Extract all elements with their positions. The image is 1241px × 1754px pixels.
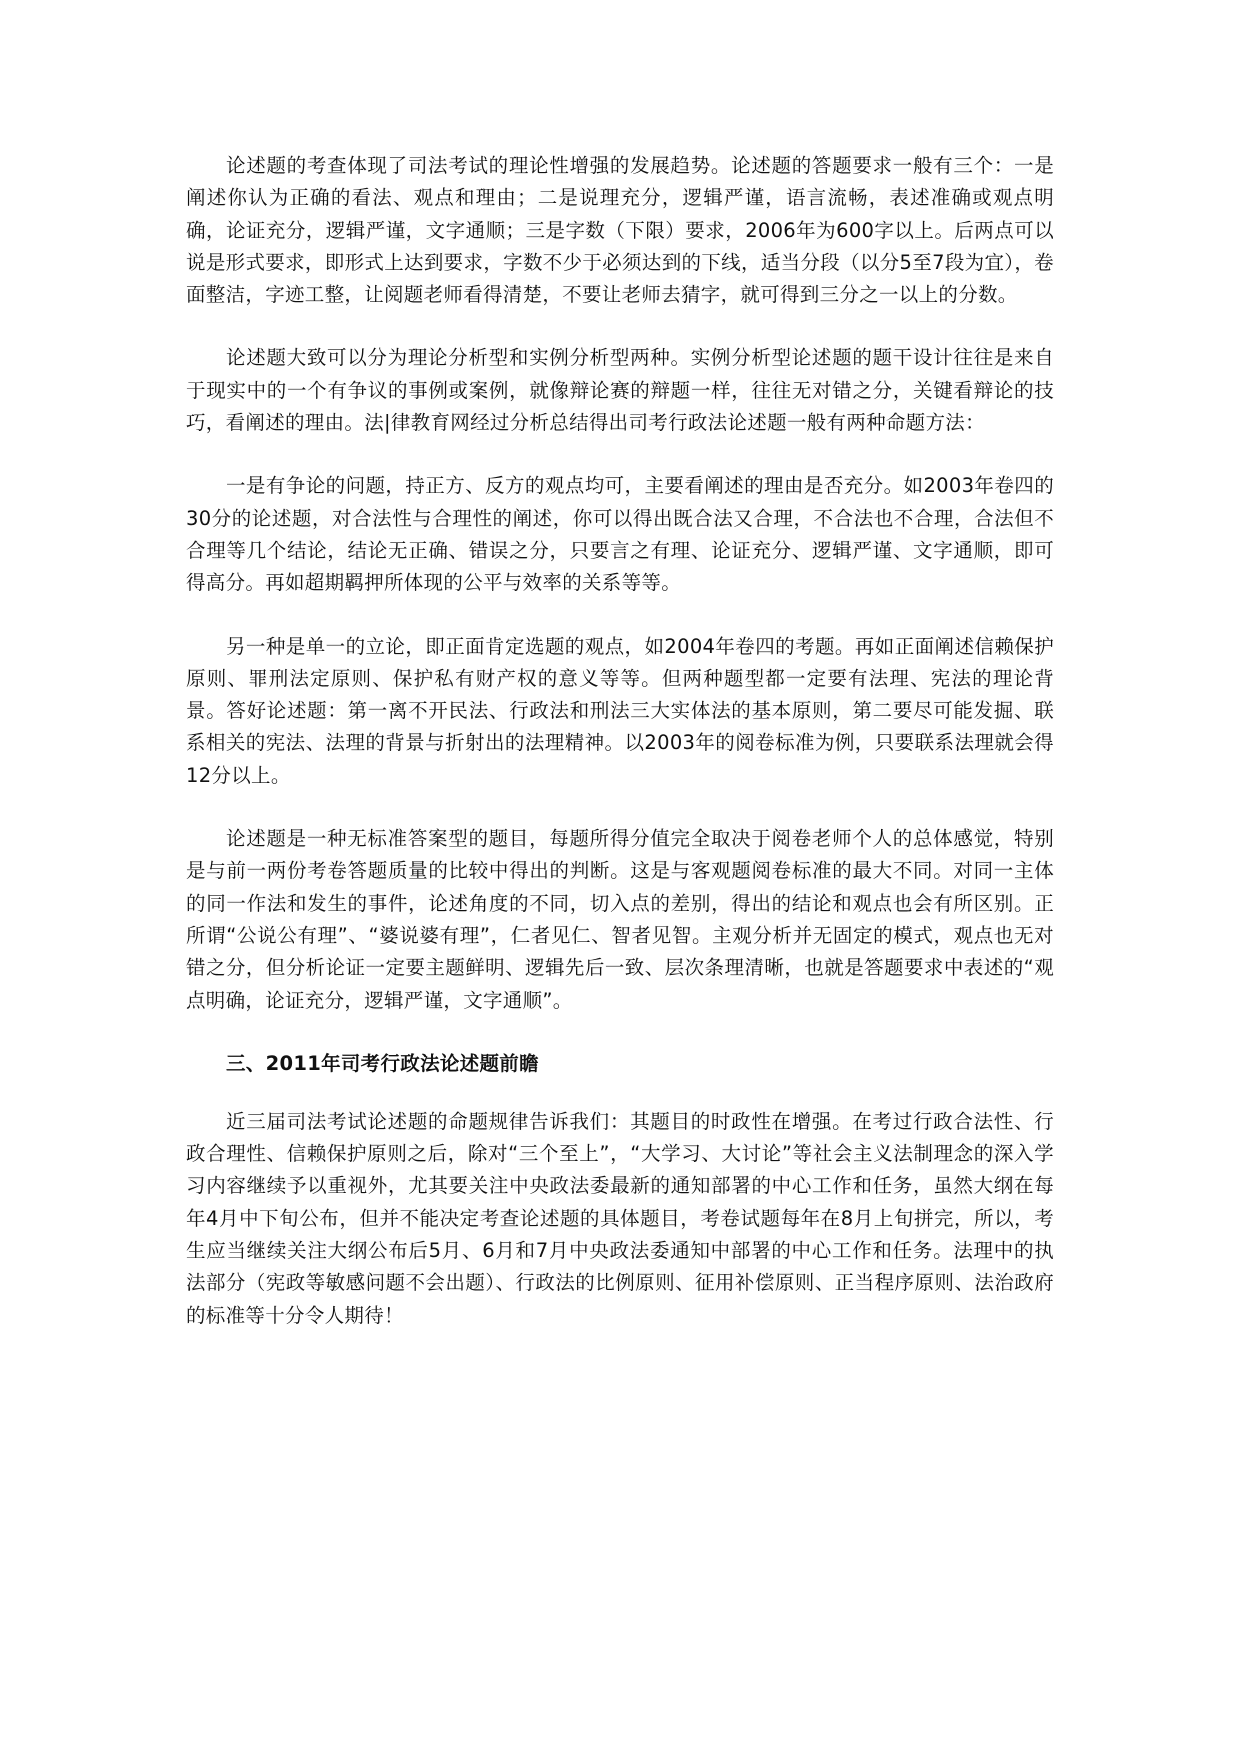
- paragraph-outlook: 近三届司法考试论述题的命题规律告诉我们：其题目的时政性在增强。在考过行政合法性、行政合理性、信赖保护原则之后，除对“三个至上”，“大学习、大讨论”等社会主义法制理念的深入学习内容继续予以重视外，尤其要关注中央政法委最新的通知部署的中心工作和任务，虽然大纲在每年4月中下旬公布，但并不能决定考查论述题的具体题目，考卷试题每年在8月上旬拼完，所以，考生应当继续关注大纲公布后5月、6月和7月中央政法委通知中部署的中心工作和任务。法理中的执法部分（宪政等敏感问题不会出题）、行政法的比例原则、征用补偿原则、正当程序原则、法治政府的标准等十分令人期待！: [186, 1109, 1054, 1327]
- paragraph-method-one: 一是有争论的问题，持正方、反方的观点均可，主要看阐述的理由是否充分。如2003年卷四的30分的论述题，对合法性与合理性的阐述，你可以得出既合法又合理，不合法也不合理，合法但不合理等几个结论，结论无正确、错误之分，只要言之有理、论证充分、逻辑严谨、文字通顺，即可得高分。再如超期羁押所体现的公平与效率的关系等等。: [186, 474, 1054, 595]
- document-page: [186, 150, 1054, 1363]
- paragraph-question-types: 论述题大致可以分为理论分析型和实例分析型两种。实例分析型论述题的题干设计往往是来自于现实中的一个有争议的事例或案例，就像辩论赛的辩题一样，往往无对错之分，关键看辩论的技巧，看阐述的理由。法|律教育网经过分析总结得出司考行政法论述题一般有两种命题方法：: [186, 346, 1054, 435]
- section-heading: 三、2011年司考行政法论述题前瞻: [226, 1051, 539, 1075]
- paragraph-method-two: 另一种是单一的立论，即正面肯定选题的观点，如2004年卷四的考题。再如正面阐述信赖保护原则、罪刑法定原则、保护私有财产权的意义等等。但两种题型都一定要有法理、宪法的理论背景。答好论述题：第一离不开民法、行政法和刑法三大实体法的基本原则，第二要尽可能发掘、联系相关的宪法、法理的背景与折射出的法理精神。以2003年的阅卷标准为例，只要联系法理就会得12分以上。: [186, 634, 1054, 787]
- paragraph-answer-requirements: 论述题的考查体现了司法考试的理论性增强的发展趋势。论述题的答题要求一般有三个：一是阐述你认为正确的看法、观点和理由；二是说理充分，逻辑严谨，语言流畅，表述准确或观点明确，论证充分，逻辑严谨，文字通顺；三是字数（下限）要求，2006年为600字以上。后两点可以说是形式要求，即形式上达到要求，字数不少于必须达到的下线，适当分段（以分5至7段为宜），卷面整洁，字迹工整，让阅题老师看得清楚，不要让老师去猜字，就可得到三分之一以上的分数。: [186, 154, 1054, 307]
- paragraph-grading: 论述题是一种无标准答案型的题目，每题所得分值完全取决于阅卷老师个人的总体感觉，特别是与前一两份考卷答题质量的比较中得出的判断。这是与客观题阅卷标准的最大不同。对同一主体的同一作法和发生的事件，论述角度的不同，切入点的差别，得出的结论和观点也会有所区别。正所谓“公说公有理”、“婆说婆有理”，仁者见仁、智者见智。主观分析并无固定的模式，观点也无对错之分，但分析论证一定要主题鲜明、逻辑先后一致、层次条理清晰，也就是答题要求中表述的“观点明确，论证充分，逻辑严谨，文字通顺”。: [186, 827, 1054, 1012]
